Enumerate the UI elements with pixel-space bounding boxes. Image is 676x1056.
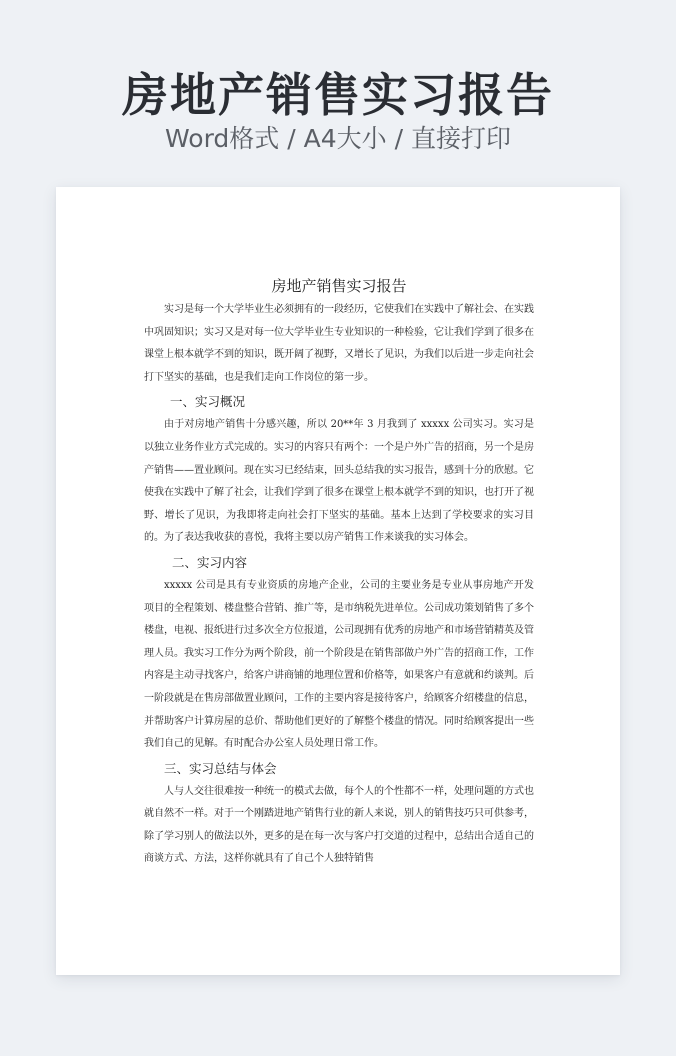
document-title: 房地产销售实习报告 <box>271 277 407 295</box>
page-subtitle: Word格式 / A4大小 / 直接打印 <box>165 124 511 153</box>
intro-paragraph: 实习是每一个大学毕业生必须拥有的一段经历，它使我们在实践中了解社会、在实践中巩固知识；实习又是对每一位大学毕业生专业知识的一种检验，它让我们学到了很多在课堂上根本就学不到的知识，既开阔了视野，又增长了见识，为我们以后进一步走向社会打下坚实的基础，也是我们走向工作岗位的第一步。 <box>144 304 534 383</box>
section-heading-content: 二、实习内容 <box>172 554 248 570</box>
section-heading-summary: 三、实习总结与体会 <box>164 760 277 776</box>
section-heading-overview: 一、实习概况 <box>170 394 246 410</box>
document-page <box>56 187 620 975</box>
section-paragraph-content: xxxxx 公司是具有专业资质的房地产企业，公司的主要业务是专业从事房地产开发项目的全程策划、楼盘整合营销、推广等，是市纳税先进单位。公司成功策划销售了多个楼盘，电视、报纸进行过多次全方位报道，公司现拥有优秀的房地产和市场营销精英及管理人员。我实习工作分为两个阶段，前一个阶段是在销售部做户外广告的招商工作，工作内容是主动寻找客户，给客户讲商铺的地理位置和价格等，如果客户有意就和约谈判。后一阶段就是在售房部做置业顾问，工作的主要内容是接待客户，给顾客介绍楼盘的信息，并帮助客户计算房屋的总价、帮助他们更好的了解整个楼盘的情况。同时给顾客提出一些我们自己的见解。有时配合办公室人员处理日常工作。 <box>144 579 534 750</box>
section-paragraph-overview: 由于对房地产销售十分感兴趣，所以 20**年 3 月我到了 xxxxx 公司实习。实习是以独立业务作业方式完成的。实习的内容只有两个：一个是户外广告的招商，另一个是房产销售——置业顾问。现在实习已经结束，回头总结我的实习报告，感到十分的欣慰。它使我在实践中了解了社会，让我们学到了很多在课堂上根本就学不到的知识，也打开了视野、增长了见识，为我即将走向社会打下坚实的基础。基本上达到了学校要求的实习目的。为了表达我收获的喜悦，我将主要以房产销售工作来谈我的实习体会。 <box>144 419 534 544</box>
page-title: 房地产销售实习报告 <box>122 68 554 122</box>
section-paragraph-summary: 人与人交往很难按一种统一的模式去做，每个人的个性都不一样，处理问题的方式也就自然不一样。对于一个刚踏进地产销售行业的新人来说，别人的销售技巧只可供参考，除了学习别人的做法以外，更多的是在每一次与客户打交道的过程中，总结出合适自己的商谈方式、方法，这样你就具有了自己个人独特销售 <box>144 785 534 865</box>
document-body <box>144 275 534 871</box>
